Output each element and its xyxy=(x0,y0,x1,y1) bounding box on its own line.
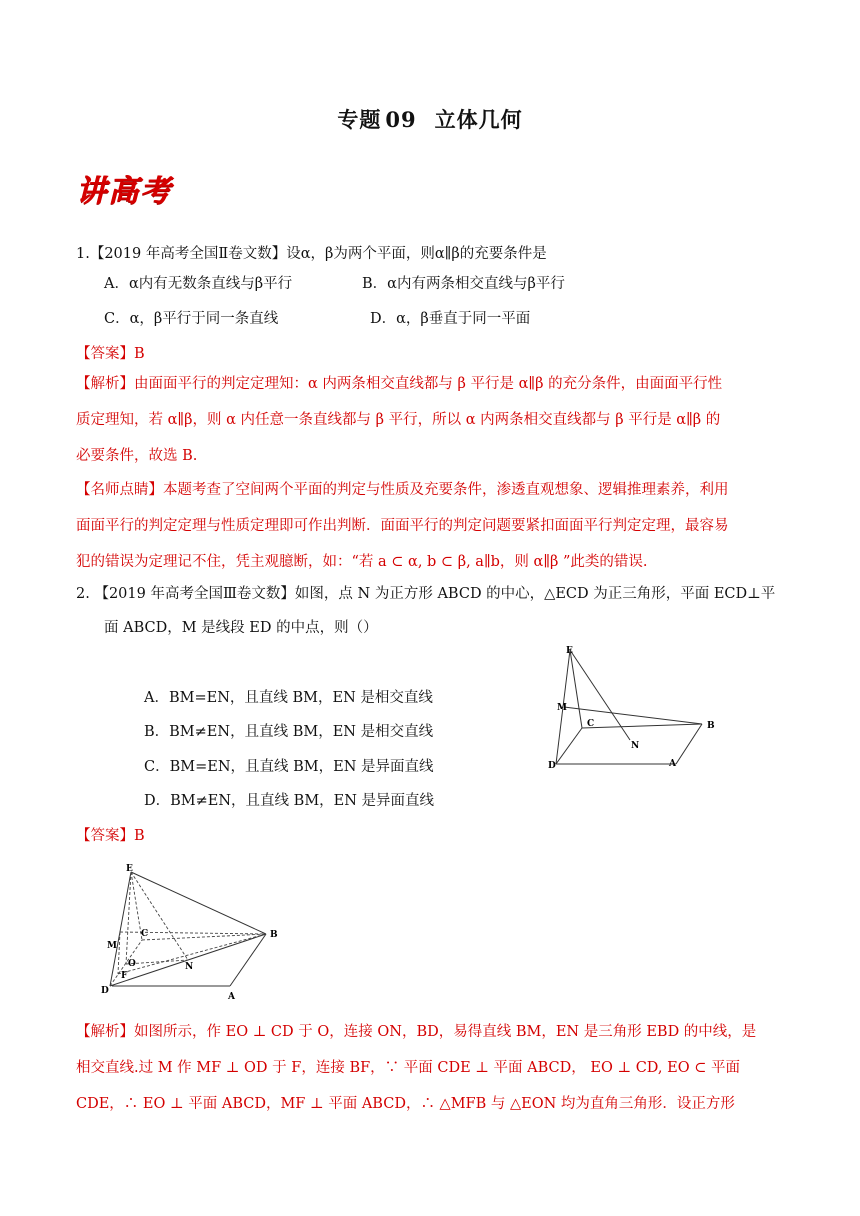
q1-analysis-line-2: 质定理知，若 α∥β，则 α 内任意一条直线都与 β 平行，所以 α 内两条相交直线都与 β 平行是 α∥β 的 xyxy=(76,412,721,428)
q1-option-a: A．α内有无数条直线与β平行 xyxy=(104,276,293,292)
fig2-label-c: C xyxy=(141,929,149,939)
q1-option-d: D．α，β垂直于同一平面 xyxy=(370,311,531,327)
q1-answer: 【答案】B xyxy=(76,346,145,362)
title-number: 09 xyxy=(385,107,417,132)
q1-analysis-line-3: 必要条件，故选 B. xyxy=(76,448,198,464)
fig1-label-c: C xyxy=(587,719,595,729)
q1-note-line-1: 【名师点睛】本题考查了空间两个平面的判定与性质及充要条件，渗透直观想象、逻辑推理素养，利用 xyxy=(76,482,729,498)
fig1-label-b: B xyxy=(707,721,715,731)
fig2-label-m: M xyxy=(107,941,117,951)
q2-analysis xyxy=(76,1014,786,1122)
q2-option-b: B．BM≠EN，且直线 BM，EN 是相交直线 xyxy=(144,724,434,740)
fig2-label-o: O xyxy=(128,959,136,969)
q1-option-b: B．α内有两条相交直线与β平行 xyxy=(362,276,565,292)
q1-header: 1.【2019 年高考全国Ⅱ卷文数】设α，β为两个平面，则α∥β的充要条件是 xyxy=(76,246,547,262)
q1-note-line-2: 面面平行的判定定理与性质定理即可作出判断．面面平行的判定问题要紧扣面面平行判定定理，最容易 xyxy=(76,518,729,534)
q2-option-a: A．BM=EN，且直线 BM，EN 是相交直线 xyxy=(144,690,433,706)
fig2-label-d: D xyxy=(101,986,109,996)
q1-analysis-line-1: 【解析】由面面平行的判定定理知：α 内两条相交直线都与 β 平行是 α∥β 的充分条件，由面面平行性 xyxy=(76,376,723,392)
edge-cb xyxy=(142,934,266,940)
q2-answer: 【答案】B xyxy=(76,828,145,844)
fig1-label-m: M xyxy=(557,703,567,713)
section-banner: 讲高考 xyxy=(76,174,172,209)
title-prefix: 专题 xyxy=(337,107,382,132)
segment-mb xyxy=(564,707,702,724)
fig2-label-f: F xyxy=(121,971,128,981)
q2-option-d: D．BM≠EN，且直线 BM，EN 是异面直线 xyxy=(144,793,435,809)
q2-header-line-2: 面 ABCD，M 是线段 ED 的中点，则（） xyxy=(104,620,378,636)
figure-pyramid-2 xyxy=(96,858,296,1003)
q2-option-c: C．BM=EN，且直线 BM，EN 是异面直线 xyxy=(144,759,434,775)
fig1-label-a: A xyxy=(669,759,676,769)
fig1-label-e: E xyxy=(566,646,573,656)
edge-ec xyxy=(570,650,582,728)
edge-ab xyxy=(676,724,702,764)
edge-ab xyxy=(230,934,266,986)
q2-analysis-line-2: 相交直线.过 M 作 MF ⊥ OD 于 F，连接 BF，∵ 平面 CDE ⊥ 平面 ABCD， EO ⊥ CD, EO ⊂ 平面 xyxy=(76,1060,740,1076)
q1-option-c: C．α，β平行于同一条直线 xyxy=(104,311,279,327)
q1-note xyxy=(76,472,786,580)
q1-note-line-3: 犯的错误为定理记不住，凭主观臆断，如：“若 a ⊂ α, b ⊂ β, a∥b，则 α∥β ”此类的错误. xyxy=(76,554,648,570)
fig1-label-n: N xyxy=(631,741,640,751)
figure-pyramid-1 xyxy=(540,640,740,775)
fig2-label-b: B xyxy=(270,930,278,940)
fig2-label-e: E xyxy=(126,864,133,874)
edge-cb xyxy=(582,724,702,728)
q2-header-line-1: 2. 【2019 年高考全国Ⅲ卷文数】如图，点 N 为正方形 ABCD 的中心，△ECD 为正三角形，平面 ECD⊥平 xyxy=(76,586,776,602)
fig1-label-d: D xyxy=(548,761,556,771)
q2-analysis-line-3: CDE，∴ EO ⊥ 平面 ABCD，MF ⊥ 平面 ABCD，∴ △MFB 与 △EON 均为直角三角形．设正方形 xyxy=(76,1096,735,1112)
title-name: 立体几何 xyxy=(434,107,523,132)
page-title xyxy=(0,104,860,134)
q2-analysis-line-1: 【解析】如图所示，作 EO ⊥ CD 于 O，连接 ON，BD，易得直线 BM，EN 是三角形 EBD 的中线，是 xyxy=(76,1024,757,1040)
fig2-label-a: A xyxy=(228,992,235,1002)
fig2-label-n: N xyxy=(185,962,194,972)
q1-analysis xyxy=(76,366,786,474)
